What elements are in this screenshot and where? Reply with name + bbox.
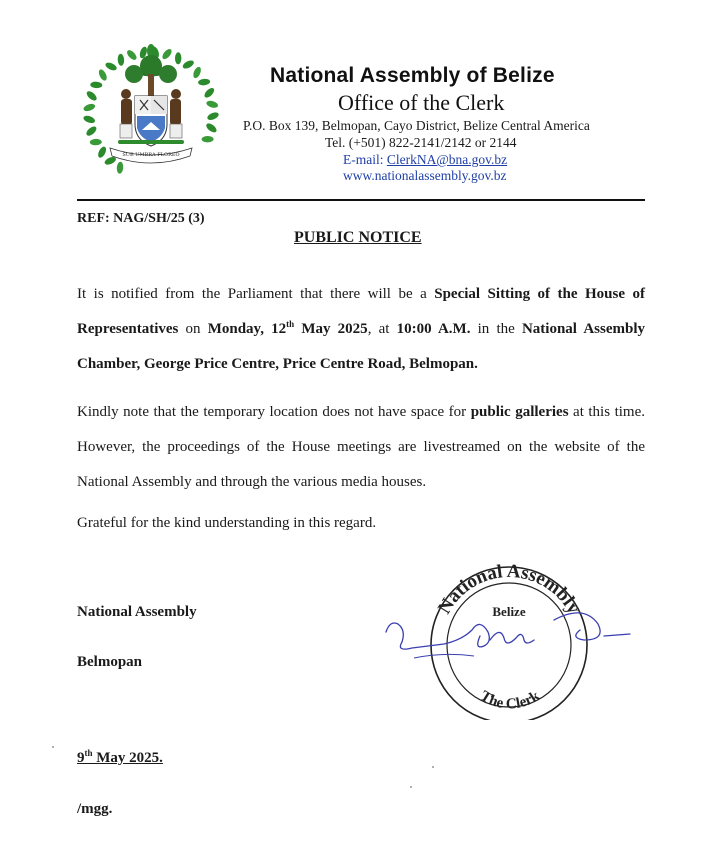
notice-paragraph-3: Grateful for the kind understanding in this regard. <box>77 515 377 531</box>
signoff-city: Belmopan <box>77 654 143 670</box>
laurel-leaf <box>83 103 96 113</box>
laurel-leaf <box>85 125 98 138</box>
notice-paragraph-1: It is notified from the Parliament that there will be a Special Sitting of the House of Representatives on Monday, 12th May 2025, at 10:00 A.M. in the National Assembly Chamber, George Price Centre, Price Centre Road, Belmopan. <box>77 286 645 372</box>
email-link[interactable]: ClerkNA@bna.gov.bz <box>386 152 508 167</box>
laurel-leaf <box>117 54 124 66</box>
laurel-leaf <box>182 59 196 70</box>
notice-title: PUBLIC NOTICE <box>294 229 422 246</box>
supporter-left <box>120 89 132 138</box>
stamp-inner-ring <box>447 583 571 707</box>
laurel-leaf <box>198 78 211 86</box>
website-link[interactable]: www.nationalassembly.gov.bz <box>343 168 507 183</box>
laurel-leaf <box>90 81 102 88</box>
scan-speck <box>432 766 434 768</box>
laurel-leaf <box>203 86 216 99</box>
laurel-leaf <box>175 52 182 64</box>
organization-name: National Assembly of Belize <box>270 64 555 87</box>
stamp-top-text: National Assembly <box>433 560 585 618</box>
signoff-initials: /mgg. <box>77 801 113 817</box>
shield <box>135 96 167 146</box>
reference-number: REF: NAG/SH/25 (3) <box>77 211 205 226</box>
laurel-leaf <box>125 48 138 61</box>
supporter-right <box>170 89 182 138</box>
laurel-leaf <box>116 161 123 174</box>
email-label: E-mail: <box>343 152 387 167</box>
laurel-leaf <box>206 100 219 109</box>
stamp-center-text: Belize <box>492 604 526 619</box>
stamp-bottom-text: The Clerk <box>477 688 543 713</box>
official-stamp <box>384 560 634 720</box>
scan-speck <box>52 746 54 748</box>
coat-of-arms-logo <box>82 44 220 184</box>
telephone-line: Tel. (+501) 822-2141/2142 or 2144 <box>325 135 517 150</box>
laurel-leaf <box>97 68 108 82</box>
postal-address: P.O. Box 139, Belmopan, Cayo District, Belize Central America <box>243 118 590 133</box>
laurel-leaf <box>205 122 218 134</box>
laurel-leaf <box>206 111 220 122</box>
laurel-leaf <box>85 90 98 103</box>
laurel-leaf <box>97 145 108 159</box>
ground-grass <box>118 140 184 144</box>
email-line <box>343 152 507 168</box>
laurel-leaf <box>90 139 102 146</box>
notice-paragraph-2: Kindly note that the temporary location does not have space for public galleries at this time. However, the proceedings of the House meetings are livestreamed on the website of the National Assembly and through the various media houses. <box>77 404 645 490</box>
office-name: Office of the Clerk <box>338 90 505 115</box>
laurel-leaf <box>202 136 214 143</box>
header-divider <box>77 199 645 201</box>
laurel-leaf <box>192 66 203 80</box>
signoff-organization: National Assembly <box>77 604 197 620</box>
laurel-leaf <box>161 47 174 60</box>
laurel-leaf <box>82 114 95 124</box>
crest-motto: SUB UMBRA FLOREO <box>122 152 180 158</box>
laurel-leaf <box>104 61 118 72</box>
scan-speck <box>410 786 412 788</box>
signoff-date: 9th May 2025. <box>77 748 163 766</box>
